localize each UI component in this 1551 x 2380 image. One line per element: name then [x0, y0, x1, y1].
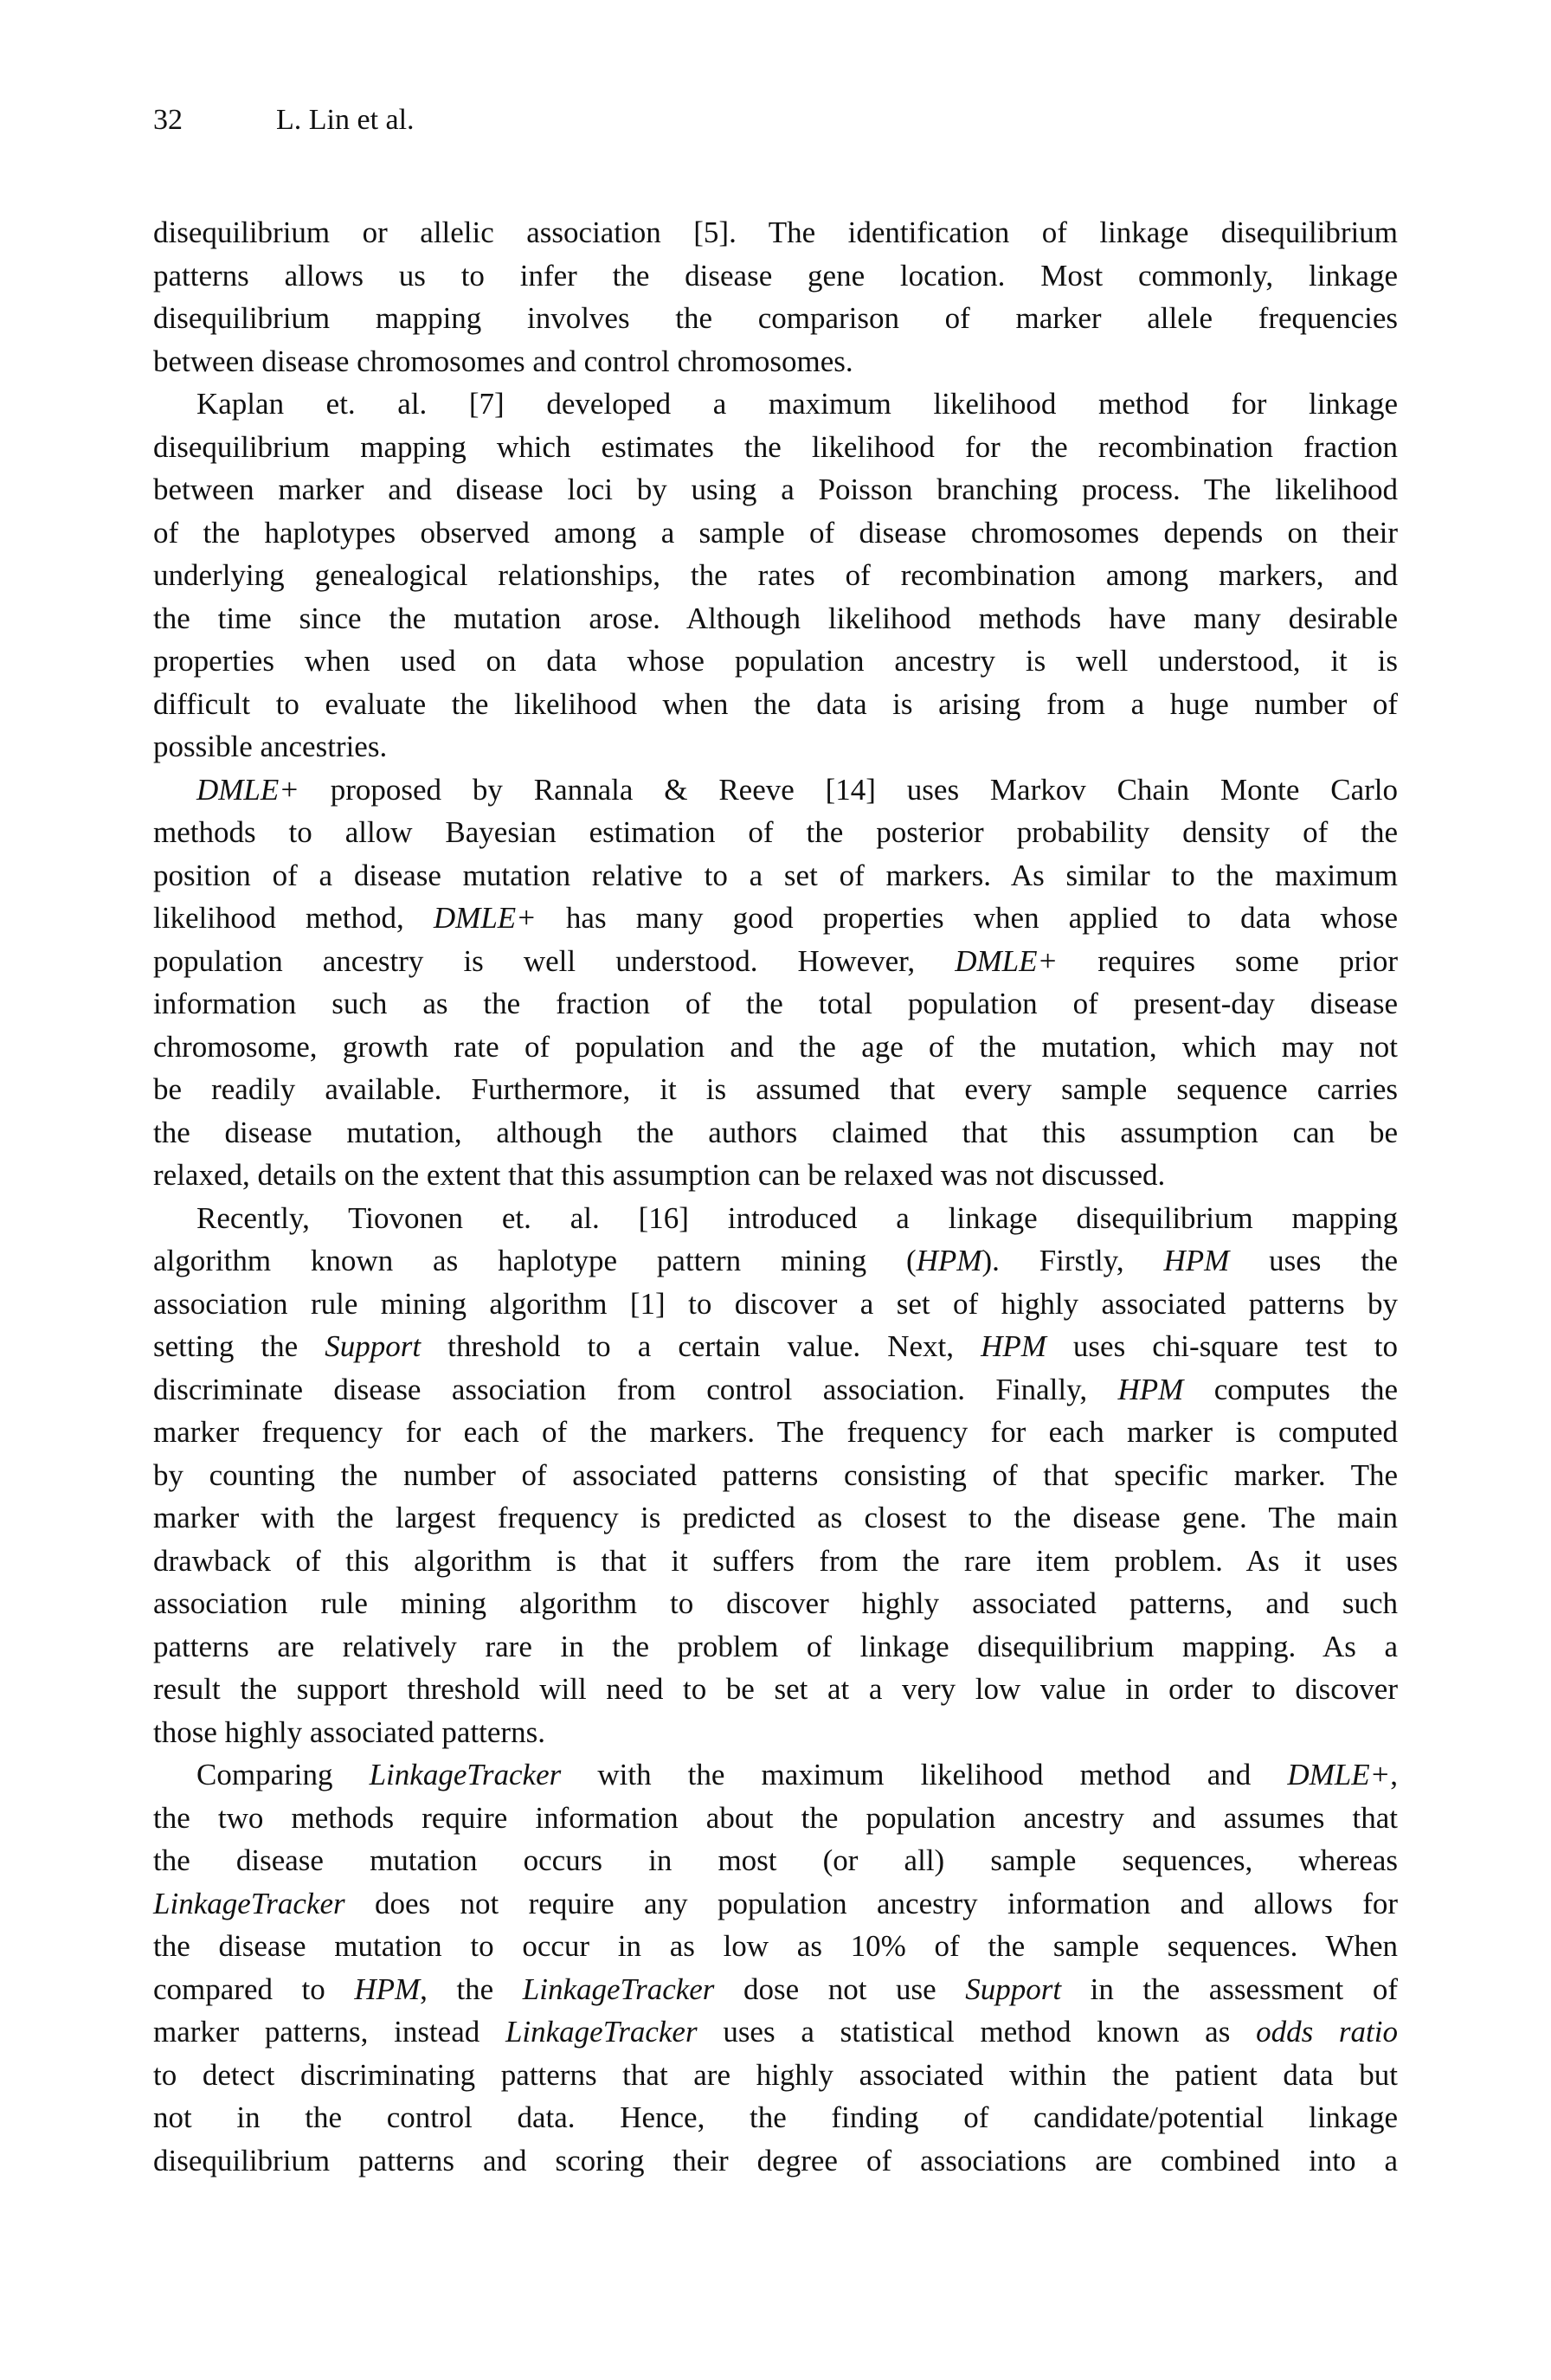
text-line [153, 1968, 1398, 2011]
text-line [153, 897, 1398, 940]
text-line [153, 1925, 1398, 1968]
text-line [153, 725, 1398, 769]
text-run: uses the [1229, 1244, 1398, 1277]
italic-term: LinkageTracker [505, 2015, 698, 2049]
italic-term: LinkageTracker [522, 1972, 715, 2006]
text-run: algorithm known as haplotype pattern mining ( [153, 1244, 917, 1277]
italic-term: HPM [916, 1244, 982, 1277]
text-run: uses chi-square test to [1046, 1329, 1398, 1363]
text-line [153, 811, 1398, 854]
text-line [153, 1496, 1398, 1540]
text-run: association rule mining algorithm to discover highly associated patterns, and such [153, 1586, 1398, 1620]
text-run: possible ancestries. [153, 730, 388, 763]
text-run: computes the [1183, 1372, 1398, 1406]
text-line [153, 1325, 1398, 1368]
text-run: between disease chromosomes and control chromosomes. [153, 344, 853, 378]
text-run: those highly associated patterns. [153, 1714, 545, 1749]
text-run: population ancestry is well understood. However, [153, 943, 956, 978]
text-line [153, 1411, 1398, 1454]
text-line [153, 1026, 1398, 1069]
text-run: with the maximum likelihood method and [561, 1758, 1288, 1791]
text-run: disequilibrium mapping which estimates the likelihood for the recombination fraction [153, 429, 1398, 464]
text-line [153, 1668, 1398, 1711]
text-run: drawback of this algorithm is that it suffers from the rare item problem. As it uses [153, 1543, 1398, 1578]
text-line [153, 769, 1398, 812]
text-run: Recently, Tiovonen et. al. [16] introduced a linkage disequilibrium mapping [196, 1200, 1398, 1235]
italic-term: Support [325, 1329, 422, 1363]
running-head-authors: L. Lin et al. [276, 104, 415, 136]
text-line [153, 1283, 1398, 1326]
text-line [153, 640, 1398, 683]
italic-term: DMLE+ [1287, 1758, 1391, 1791]
text-run: requires some prior [1058, 943, 1399, 978]
text-line [153, 211, 1398, 254]
italic-term: LinkageTracker [369, 1758, 562, 1791]
text-run: the disease mutation occurs in most (or all) sample sequences, whereas [153, 1843, 1398, 1877]
text-line [153, 1582, 1398, 1625]
text-run: be readily available. Furthermore, it is assumed that every sample sequence carries [153, 1072, 1398, 1106]
page-number: 32 [153, 104, 183, 136]
text-run: difficult to evaluate the likelihood when the data is arising from a huge number of [153, 686, 1398, 721]
text-line [153, 982, 1398, 1026]
text-run: ). Firstly, [981, 1244, 1164, 1277]
paragraph [153, 383, 1398, 769]
text-run: position of a disease mutation relative to a set of markers. As similar to the maximum [153, 858, 1398, 892]
text-run: properties when used on data whose population ancestry is well understood, it is [153, 644, 1398, 678]
italic-term: HPM [981, 1329, 1046, 1363]
text-line [153, 383, 1398, 426]
text-line [153, 2139, 1398, 2183]
text-line [153, 1197, 1398, 1240]
text-run: the two methods require information about the population ancestry and assumes that [153, 1800, 1398, 1835]
text-run: setting the [153, 1329, 325, 1363]
italic-term: DMLE+ [196, 772, 299, 807]
text-run: patterns are relatively rare in the problem of linkage disequilibrium mapping. As a [153, 1629, 1398, 1663]
text-run: by counting the number of associated patterns consisting of that specific marker. The [153, 1457, 1398, 1492]
paragraph [153, 211, 1398, 383]
italic-term: HPM [1117, 1372, 1184, 1406]
text-line [153, 340, 1398, 383]
text-run: dose not use [714, 1972, 966, 2006]
text-line [153, 426, 1398, 469]
text-line [153, 683, 1398, 726]
text-run: the time since the mutation arose. Although likelihood methods have many desirable [153, 601, 1398, 635]
text-line [153, 297, 1398, 340]
text-run: threshold to a certain value. Next, [421, 1329, 981, 1363]
text-line [153, 940, 1398, 983]
text-line [153, 1540, 1398, 1583]
text-run: relaxed, details on the extent that this assumption can be relaxed was not discussed. [153, 1158, 1166, 1192]
text-run: uses a statistical method known as [697, 2015, 1257, 2049]
text-line [153, 854, 1398, 897]
text-run: marker with the largest frequency is predicted as closest to the disease gene. The main [153, 1501, 1398, 1534]
text-run: the disease mutation to occur in as low as 10% of the sample sequences. When [153, 1929, 1398, 1963]
text-run: between marker and disease loci by using a Poisson branching process. The likelihood [153, 473, 1398, 506]
text-line [153, 1797, 1398, 1840]
text-run: to detect discriminating patterns that are highly associated within the patient data but [153, 2057, 1398, 2092]
text-run: disequilibrium mapping involves the comparison of marker allele frequencies [153, 301, 1398, 335]
text-run: , [1390, 1758, 1398, 1791]
text-run: does not require any population ancestry information and allows for [344, 1886, 1398, 1920]
italic-term: DMLE+ [433, 901, 537, 935]
text-run: likelihood method, [153, 901, 434, 935]
paragraph [153, 1753, 1398, 2182]
text-run: chromosome, growth rate of population and the age of the mutation, which may not [153, 1029, 1398, 1064]
text-run: Kaplan et. al. [7] developed a maximum likelihood method for linkage [196, 387, 1398, 421]
text-line [153, 1711, 1398, 1754]
text-line [153, 597, 1398, 640]
paragraph [153, 769, 1398, 1197]
text-line [153, 1625, 1398, 1669]
text-run: the disease mutation, although the authors claimed that this assumption can be [153, 1115, 1398, 1149]
text-run: marker patterns, instead [153, 2015, 505, 2049]
text-run: disequilibrium or allelic association [5]. The identification of linkage disequilibrium [153, 215, 1398, 249]
body-text [153, 211, 1398, 2182]
text-line [153, 1154, 1398, 1197]
text-run: underlying genealogical relationships, the rates of recombination among markers, and [153, 558, 1398, 592]
italic-term: LinkageTracker [153, 1886, 345, 1920]
text-line [153, 1882, 1398, 1926]
text-line [153, 554, 1398, 597]
text-run: disequilibrium patterns and scoring their degree of associations are combined into a [153, 2143, 1398, 2177]
text-run: discriminate disease association from control association. Finally, [153, 1372, 1118, 1406]
italic-term: HPM [1163, 1244, 1230, 1277]
text-line [153, 2010, 1398, 2054]
text-line [153, 1753, 1398, 1797]
text-line [153, 1368, 1398, 1412]
italic-term: DMLE+ [955, 943, 1059, 978]
text-line [153, 2054, 1398, 2097]
text-run: information such as the fraction of the total population of present-day disease [153, 987, 1398, 1020]
text-line [153, 1454, 1398, 1497]
text-run: methods to allow Bayesian estimation of the posterior probability density of the [153, 815, 1398, 849]
text-run: patterns allows us to infer the disease gene location. Most commonly, linkage [153, 258, 1398, 293]
text-run: in the assessment of [1061, 1972, 1398, 2006]
italic-term: odds ratio [1256, 2015, 1398, 2049]
text-line [153, 1239, 1398, 1283]
text-run: not in the control data. Hence, the finding of candidate/potential linkage [153, 2100, 1398, 2134]
text-line [153, 468, 1398, 511]
text-run: compared to [153, 1972, 355, 2006]
text-run: marker frequency for each of the markers. The frequency for each marker is computed [153, 1415, 1398, 1449]
text-line [153, 2096, 1398, 2139]
text-run: association rule mining algorithm [1] to discover a set of highly associated patterns by [153, 1286, 1398, 1321]
text-line [153, 1111, 1398, 1155]
italic-term: Support [965, 1972, 1062, 2006]
text-line [153, 254, 1398, 298]
text-line [153, 511, 1398, 555]
text-line [153, 1839, 1398, 1882]
italic-term: HPM [354, 1972, 421, 2006]
text-line [153, 1068, 1398, 1111]
text-run: proposed by Rannala & Reeve [14] uses Markov Chain Monte Carlo [299, 772, 1398, 807]
text-run: Comparing [196, 1758, 370, 1791]
text-run: of the haplotypes observed among a sample of disease chromosomes depends on their [153, 515, 1398, 550]
text-run: , the [420, 1972, 523, 2006]
paragraph [153, 1197, 1398, 1754]
text-run: result the support threshold will need to be set at a very low value in order to discover [153, 1672, 1398, 1706]
text-run: has many good properties when applied to data whose [536, 901, 1399, 935]
